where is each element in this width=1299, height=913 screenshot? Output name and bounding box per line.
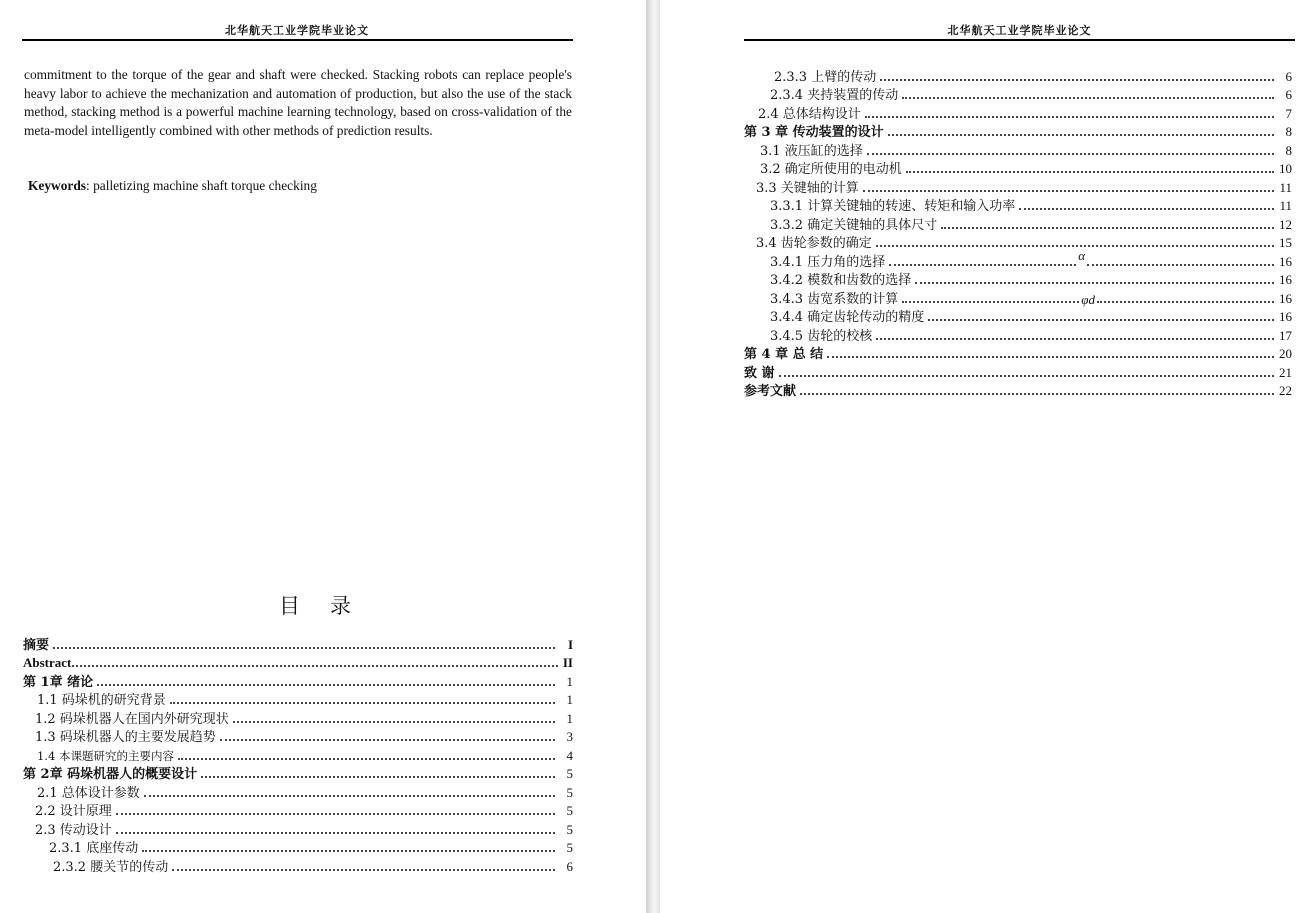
toc-entry-label: 3.3.1 计算关键轴的转速、转矩和输入功率 [770, 199, 1016, 214]
toc-entry-label: 3.2 确定所使用的电动机 [760, 162, 902, 177]
toc-entry-label: 2.3.3 上臂的传动 [774, 69, 877, 85]
toc-entry-page: 17 [1279, 327, 1292, 343]
toc-entry[interactable] [23, 856, 573, 875]
toc-leader-dots [116, 832, 555, 834]
toc-entry-label: 第 4 章 总 结 [744, 347, 824, 362]
toc-entry[interactable] [23, 634, 573, 653]
toc-entry[interactable] [744, 122, 1292, 141]
toc-leader-dots [172, 869, 555, 871]
toc-entry-page: 16 [1279, 253, 1293, 269]
toc-entry-page: 4 [566, 747, 573, 763]
toc-leader-dots [876, 245, 1274, 247]
toc-leader-dots [178, 758, 555, 760]
toc-entry-page: 6 [566, 858, 573, 874]
toc-entry-page: 22 [1279, 383, 1292, 398]
toc-entry[interactable] [23, 745, 573, 764]
toc-leader-dots [880, 79, 1274, 81]
toc-entry[interactable] [744, 325, 1292, 344]
toc-entry-label: 致 谢 [744, 365, 775, 381]
toc-entry-page: 1 [566, 710, 573, 726]
toc-list-right [744, 66, 1292, 399]
toc-entry-label: 3.4.3 齿宽系数的计算 [770, 291, 899, 307]
toc-leader-dots [902, 301, 1079, 303]
toc-entry-page: 5 [566, 821, 573, 837]
toc-entry-label: 2.3.1 底座传动 [49, 841, 139, 856]
running-header: 北华航天工业学院毕业论文 [947, 24, 1092, 37]
toc-entry-label: 3.1 液压缸的选择 [760, 143, 863, 159]
toc-entry[interactable] [744, 344, 1292, 363]
toc-leader-dots [53, 647, 555, 649]
toc-entry-label: 3.4.5 齿轮的校核 [770, 328, 873, 344]
toc-entry-page: 5 [566, 766, 573, 781]
toc-entry-label: 1.1 码垛机的研究背景 [37, 693, 166, 708]
toc-leader-dots [233, 721, 555, 723]
abstract-body: commitment to the torque of the gear and shaft were checked. Stacking robots can replace people's heavy labor to achieve the mechanization and automation of production, but also the use of the stack method, stacking method is a powerful machine learning technology, based on cross-validation of the meta-model intelligently combined with other methods of prediction results. [24, 67, 572, 138]
toc-entry-label: 2.4 总体结构设计 [758, 106, 861, 122]
page-left [0, 0, 646, 913]
toc-entry-page: 5 [566, 784, 573, 800]
toc-entry-page: 6 [1285, 68, 1292, 84]
running-header: 北华航天工业学院毕业论文 [225, 24, 369, 37]
toc-entry[interactable] [744, 66, 1292, 85]
toc-entry-label: 3.3 关键轴的计算 [756, 180, 859, 196]
toc-entry[interactable] [744, 159, 1292, 178]
toc-entry-label: 第 2章 码垛机器人的概要设计 [23, 767, 198, 782]
toc-entry-label: 3.4 齿轮参数的确定 [756, 236, 872, 251]
toc-entry-page: 1 [566, 692, 573, 707]
toc-entry-label: 1.3 码垛机器人的主要发展趋势 [35, 730, 216, 745]
toc-entry-label: 3.4.1 压力角的选择 [770, 254, 886, 270]
toc-entry[interactable] [23, 801, 573, 820]
toc-entry-label: 2.3.2 腰关节的传动 [53, 859, 169, 875]
toc-entry-label: 3.4.2 模数和齿数的选择 [770, 273, 912, 288]
toc-entry-page: 5 [566, 803, 573, 818]
toc-entry-page: 8 [1285, 124, 1292, 139]
toc-leader-dots [116, 813, 555, 815]
toc-entry-page: 6 [1285, 87, 1292, 102]
toc-entry[interactable] [744, 177, 1292, 196]
toc-entry[interactable] [23, 671, 573, 690]
toc-leader-dots [800, 393, 1274, 395]
toc-entry[interactable] [23, 727, 573, 746]
toc-entry-label: 第 1章 绪论 [23, 674, 94, 690]
toc-entry[interactable] [23, 782, 573, 801]
toc-entry[interactable] [23, 819, 573, 838]
toc-entry-label: 1.2 码垛机器人在国内外研究现状 [35, 711, 229, 727]
toc-entry-page: 3 [566, 729, 573, 744]
toc-entry-page: 15 [1279, 235, 1292, 250]
toc-entry-label: 第 3 章 传动装置的设计 [744, 125, 884, 140]
toc-leader-dots [72, 665, 558, 667]
toc-leader-dots [201, 776, 555, 778]
toc-entry-label: Abstract [23, 655, 72, 670]
toc-entry[interactable] [744, 270, 1292, 289]
toc-entry-page: 10 [1279, 161, 1292, 176]
phi-d-symbol: φd [1081, 291, 1095, 307]
toc-leader-dots [827, 356, 1274, 358]
keywords-label: Keywords [28, 178, 87, 193]
toc-entry-page: I [567, 636, 573, 652]
toc-leader-dots [889, 264, 1076, 266]
toc-leader-dots [902, 97, 1274, 99]
toc-entry-label: 2.1 总体设计参数 [37, 785, 140, 801]
toc-entry-label: 2.3.4 夹持装置的传动 [770, 88, 899, 103]
toc-entry-label: 2.3 传动设计 [35, 822, 112, 838]
page-separator [646, 0, 660, 913]
toc-leader-dots [906, 171, 1274, 173]
toc-entry[interactable] [23, 690, 573, 709]
toc-entry[interactable] [744, 362, 1292, 381]
toc-title: 目录 [279, 594, 381, 618]
toc-entry-label: 2.2 设计原理 [35, 804, 112, 819]
toc-entry[interactable] [23, 764, 573, 783]
toc-entry[interactable] [744, 103, 1292, 122]
toc-leader-dots [170, 702, 555, 704]
toc-entry-page: 16 [1279, 309, 1292, 324]
toc-leader-dots [1019, 208, 1274, 210]
toc-leader-dots [888, 134, 1274, 136]
toc-entry-page: 20 [1279, 346, 1292, 361]
toc-entry-label: 1.4 本课题研究的主要内容 [37, 748, 174, 763]
toc-entry[interactable] [744, 288, 1292, 307]
toc-entry-page: 7 [1285, 105, 1292, 121]
toc-entry[interactable] [744, 214, 1292, 233]
toc-leader-dots [863, 190, 1274, 192]
toc-entry-page: 11 [1279, 198, 1292, 213]
toc-leader-dots [865, 116, 1274, 118]
toc-entry[interactable] [23, 653, 573, 672]
toc-entry-label: 3.3.2 确定关键轴的具体尺寸 [770, 217, 938, 233]
toc-leader-dots [928, 319, 1274, 321]
toc-entry-page: 16 [1279, 290, 1293, 306]
toc-entry-label: 3.4.4 确定齿轮传动的精度 [770, 310, 925, 325]
toc-leader-dots [779, 375, 1274, 377]
toc-list-left [23, 634, 573, 875]
toc-entry[interactable] [744, 140, 1292, 159]
keywords-text: : palletizing machine shaft torque checking [86, 178, 317, 193]
toc-leader-dots [220, 739, 555, 741]
toc-entry[interactable] [744, 233, 1292, 252]
toc-entry[interactable] [744, 307, 1292, 326]
toc-entry[interactable] [744, 196, 1292, 215]
toc-entry-page: 12 [1279, 216, 1292, 232]
toc-entry-page: 11 [1279, 179, 1292, 195]
alpha-symbol: α [1078, 247, 1086, 263]
keywords-line [28, 178, 317, 194]
toc-entry[interactable] [744, 381, 1292, 400]
toc-leader-dots [142, 850, 555, 852]
toc-entry-page: II [562, 655, 573, 670]
toc-entry-page: 8 [1285, 142, 1292, 158]
header-rule [22, 39, 573, 41]
toc-entry-page: 21 [1279, 364, 1292, 380]
toc-entry[interactable] [744, 85, 1292, 104]
toc-entry-label: 参考文献 [744, 384, 797, 399]
toc-entry[interactable] [23, 838, 573, 857]
toc-entry[interactable] [23, 708, 573, 727]
toc-leader-dots [97, 684, 555, 686]
toc-leader-dots [867, 153, 1274, 155]
toc-leader-dots [941, 227, 1274, 229]
toc-leader-dots [1097, 301, 1274, 303]
toc-entry-page: 1 [566, 673, 573, 689]
header-rule [744, 39, 1295, 41]
toc-entry-page: 5 [566, 840, 573, 855]
toc-leader-dots [915, 282, 1274, 284]
toc-leader-dots [144, 795, 555, 797]
toc-entry-page: 16 [1279, 272, 1292, 287]
toc-leader-dots [876, 338, 1274, 340]
toc-entry[interactable] [744, 247, 1293, 270]
toc-entry-label: 摘要 [23, 637, 50, 653]
toc-leader-dots [1087, 264, 1274, 266]
